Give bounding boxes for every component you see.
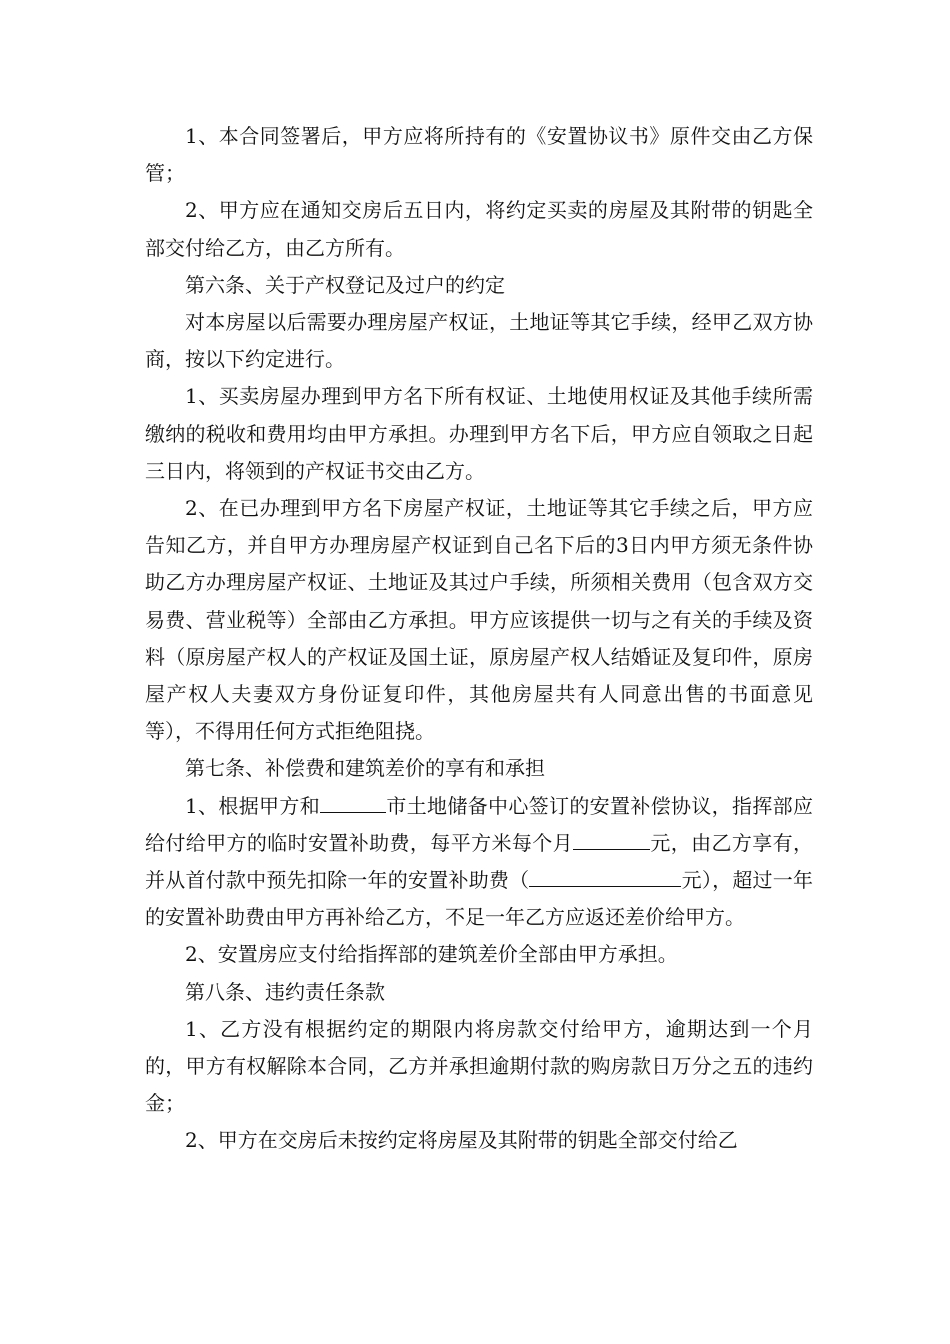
blank-monthly-amount-field[interactable]: [573, 828, 650, 850]
article-8-clause-1: 1、乙方没有根据约定的期限内将房款交付给甲方，逾期达到一个月的，甲方有权解除本合同，乙方并承担逾期付款的购房款日万分之五的违约金；: [145, 1016, 813, 1116]
clause-text-part: 元，由乙方享有，并从首付款中预先扣除一年的安置补助费（: [145, 830, 814, 893]
article-6-intro: 对本房屋以后需要办理房屋产权证，土地证等其它手续，经甲乙双方协商，按以下约定进行。: [145, 310, 813, 372]
article-6-clause-1: 1、买卖房屋办理到甲方名下所有权证、土地使用权证及其他手续所需缴纳的税收和费用均由甲方承担。办理到甲方名下后，甲方应自领取之日起三日内，将领到的产权证书交由乙方。: [145, 384, 813, 483]
article-7-heading: 第七条、补偿费和建筑差价的享有和承担: [185, 756, 545, 781]
clause-text-part: 市土地储备中心签订的安置补偿协议，指挥部应给付给甲方的临时安置补助费，每平方米每个月: [145, 793, 813, 855]
clause-paragraph-2: 2、甲方应在通知交房后五日内，将约定买卖的房屋及其附带的钥匙全部交付给乙方，由乙方所有。: [145, 198, 813, 260]
article-8-clause-2: 2、甲方在交房后未按约定将房屋及其附带的钥匙全部交付给乙: [185, 1128, 738, 1153]
clause-text-part: 1、根据甲方和: [185, 793, 321, 818]
blank-annual-subsidy-field-continued[interactable]: [629, 865, 681, 887]
article-8-heading: 第八条、违约责任条款: [185, 979, 385, 1004]
article-7-clause-1: [145, 788, 813, 937]
article-6-heading: 第六条、关于产权登记及过户的约定: [185, 272, 505, 297]
article-7-clause-2: 2、安置房应支付给指挥部的建筑差价全部由甲方承担。: [185, 942, 678, 967]
blank-annual-subsidy-field[interactable]: [529, 865, 629, 887]
document-body: [145, 118, 813, 1160]
clause-paragraph-1: 1、本合同签署后，甲方应将所持有的《安置协议书》原件交由乙方保管；: [145, 124, 813, 186]
blank-city-field[interactable]: [320, 791, 386, 813]
article-6-clause-2: 2、在已办理到甲方名下房屋产权证，土地证等其它手续之后，甲方应告知乙方，并自甲方办理房屋产权证到自己名下后的3日内甲方须无条件协助乙方办理房屋产权证、土地证及其过户手续，所须相关费用（包含双方交易费、营业税等）全部由乙方承担。甲方应该提供一切与之有关的手续及资料（原房屋产权人的产权证及国土证，原房屋产权人结婚证及复印件，原房屋产权人夫妻双方身份证复印件，其他房屋共有人同意出售的书面意见等），不得用任何方式拒绝阻挠。: [145, 496, 813, 744]
clause-text-part: 元），超过一年的安置补助费由甲方再补给乙方，不足一年乙方应返还差价给甲方。: [145, 868, 814, 930]
